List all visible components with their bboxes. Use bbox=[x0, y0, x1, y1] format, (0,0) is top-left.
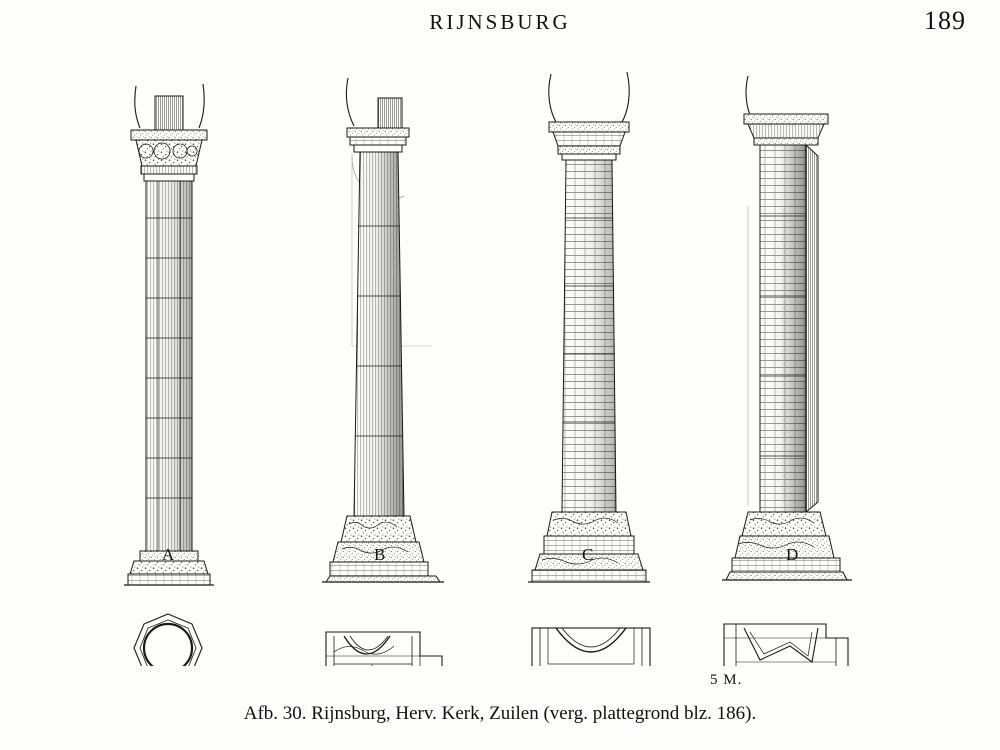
plan-c-base bbox=[532, 628, 650, 666]
column-label-b: B bbox=[374, 545, 387, 564]
illustration-plate bbox=[0, 46, 1000, 666]
column-d-elevation bbox=[722, 76, 852, 580]
plan-b-base bbox=[326, 632, 442, 666]
column-label-a: A bbox=[162, 545, 176, 564]
page-number: 189 bbox=[924, 6, 966, 35]
figure-caption: Afb. 30. Rijnsburg, Herv. Kerk, Zuilen (verg. plattegrond blz. 186). bbox=[243, 703, 757, 724]
running-head: RIJNSBURG bbox=[429, 10, 571, 34]
plan-a-octagon bbox=[134, 614, 202, 666]
column-b-elevation bbox=[322, 78, 444, 582]
column-c-elevation bbox=[528, 72, 650, 582]
column-label-c: C bbox=[582, 545, 595, 564]
scale-bar-label: 5 M. bbox=[710, 672, 743, 688]
plate-drawing bbox=[0, 46, 1000, 666]
plan-d-base bbox=[724, 624, 848, 666]
column-a-elevation bbox=[124, 84, 214, 585]
column-label-d: D bbox=[786, 545, 800, 564]
